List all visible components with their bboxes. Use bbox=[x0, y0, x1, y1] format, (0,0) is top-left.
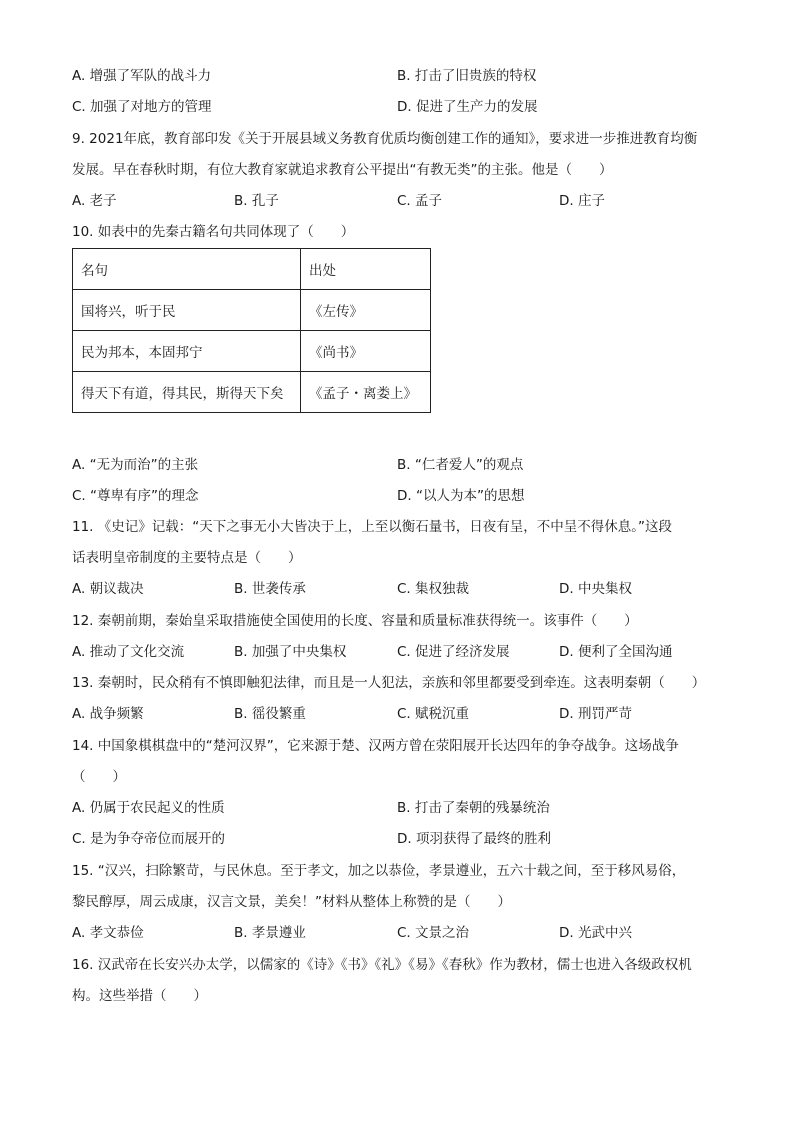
q12-option-b: B. 加强了中央集权 bbox=[234, 644, 347, 660]
table-cell-quote: 国将兴，听于民 bbox=[73, 290, 301, 331]
table-cell-source: 《左传》 bbox=[301, 290, 431, 331]
table-row bbox=[73, 331, 431, 372]
q11-option-d: D. 中央集权 bbox=[559, 581, 632, 597]
q10-option-d: D. “以人为本”的思想 bbox=[397, 488, 525, 504]
q11-option-b: B. 世袭传承 bbox=[234, 581, 306, 597]
q14-option-a: A. 仍属于农民起义的性质 bbox=[72, 800, 225, 816]
q12-option-d: D. 便利了全国沟通 bbox=[559, 644, 673, 660]
q13-stem: 13. 秦朝时，民众稍有不慎即触犯法律，而且是一人犯法，亲族和邻里都要受到牵连。这表明秦朝（ ） bbox=[72, 675, 706, 691]
q8-option-a: A. 增强了军队的战斗力 bbox=[72, 68, 212, 84]
table-cell-quote: 民为邦本，本固邦宁 bbox=[73, 331, 301, 372]
q9-option-d: D. 庄子 bbox=[559, 193, 605, 209]
q10-stem: 10. 如表中的先秦古籍名句共同体现了（ ） bbox=[72, 224, 355, 240]
q8-option-d: D. 促进了生产力的发展 bbox=[397, 99, 538, 115]
q13-option-c: C. 赋税沉重 bbox=[397, 706, 470, 722]
table-header-row bbox=[73, 249, 431, 290]
q9-option-b: B. 孔子 bbox=[234, 193, 279, 209]
q11-option-c: C. 集权独裁 bbox=[397, 581, 470, 597]
q9-stem-line2: 发展。早在春秋时期，有位大教育家就追求教育公平提出“有教无类”的主张。他是（ ） bbox=[72, 162, 613, 178]
quotation-source-table bbox=[72, 248, 431, 413]
q15-option-a: A. 孝文恭俭 bbox=[72, 925, 144, 941]
q12-option-c: C. 促进了经济发展 bbox=[397, 644, 510, 660]
q10-option-b: B. “仁者爱人”的观点 bbox=[397, 457, 524, 473]
table-cell-source: 《孟子・离娄上》 bbox=[301, 372, 431, 413]
table-header-quote: 名句 bbox=[73, 249, 301, 290]
q14-option-b: B. 打击了秦朝的残暴统治 bbox=[397, 800, 550, 816]
table-row bbox=[73, 290, 431, 331]
q14-option-c: C. 是为争夺帝位而展开的 bbox=[72, 831, 226, 847]
q13-option-b: B. 徭役繁重 bbox=[234, 706, 306, 722]
q12-stem: 12. 秦朝前期，秦始皇采取措施使全国使用的长度、容量和质量标准获得统一。该事件（ ） bbox=[72, 613, 638, 629]
q15-option-c: C. 文景之治 bbox=[397, 925, 470, 941]
q16-stem-line1: 16. 汉武帝在长安兴办太学，以儒家的《诗》《书》《礼》《易》《春秋》作为教材，儒士也进入各级政权机 bbox=[72, 957, 692, 973]
table-row bbox=[73, 372, 431, 413]
q14-stem-line2: （ ） bbox=[72, 769, 126, 785]
q12-option-a: A. 推动了文化交流 bbox=[72, 644, 185, 660]
q9-option-a: A. 老子 bbox=[72, 193, 117, 209]
q11-stem-line2: 话表明皇帝制度的主要特点是（ ） bbox=[72, 550, 302, 566]
q15-stem-line1: 15. “汉兴，扫除繁苛，与民休息。至于孝文，加之以恭俭，孝景遵业，五六十载之间，至于移风易俗， bbox=[72, 863, 686, 879]
q15-option-d: D. 光武中兴 bbox=[559, 925, 632, 941]
table-cell-quote: 得天下有道，得其民，斯得天下矣 bbox=[73, 372, 301, 413]
q16-stem-line2: 构。这些举措（ ） bbox=[72, 988, 207, 1004]
q9-option-c: C. 孟子 bbox=[397, 193, 443, 209]
q8-option-c: C. 加强了对地方的管理 bbox=[72, 99, 212, 115]
q11-stem-line1: 11. 《史记》记载：“天下之事无小大皆决于上，上至以衡石量书，日夜有呈，不中呈不得休息。”这段 bbox=[72, 519, 672, 535]
q14-option-d: D. 项羽获得了最终的胜利 bbox=[397, 831, 551, 847]
q10-option-c: C. “尊卑有序”的理念 bbox=[72, 488, 199, 504]
q11-option-a: A. 朝议裁决 bbox=[72, 581, 144, 597]
q15-stem-line2: 黎民醇厚，周云成康，汉言文景，美矣！”材料从整体上称赞的是（ ） bbox=[72, 894, 511, 910]
q8-option-b: B. 打击了旧贵族的特权 bbox=[397, 68, 537, 84]
q13-option-d: D. 刑罚严苛 bbox=[559, 706, 632, 722]
q13-option-a: A. 战争频繁 bbox=[72, 706, 144, 722]
table-cell-source: 《尚书》 bbox=[301, 331, 431, 372]
q10-option-a: A. “无为而治”的主张 bbox=[72, 457, 199, 473]
table-header-source: 出处 bbox=[301, 249, 431, 290]
q9-stem-line1: 9. 2021年底，教育部印发《关于开展县域义务教育优质均衡创建工作的通知》，要求进一步推进教育均衡 bbox=[72, 131, 698, 147]
q15-option-b: B. 孝景遵业 bbox=[234, 925, 306, 941]
q14-stem-line1: 14. 中国象棋棋盘中的“楚河汉界”，它来源于楚、汉两方曾在荥阳展开长达四年的争夺战争。这场战争 bbox=[72, 738, 679, 754]
